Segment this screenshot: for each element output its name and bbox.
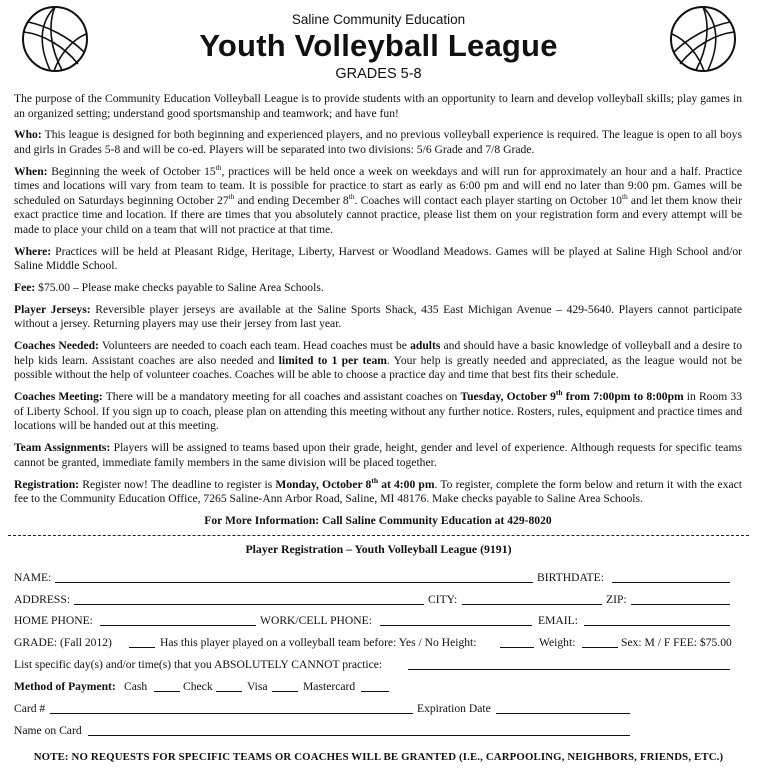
grades-subtitle: GRADES 5-8 (335, 66, 422, 82)
name-on-card-label: Name on Card (14, 724, 82, 737)
cash-label: Cash (124, 680, 148, 693)
jerseys-section: Player Jerseys: Reversible player jerseys are available at the Saline Sports Shack, 435 East Michigan Avenue – 429-5640. Players cannot participate without a jersey. Returning players may use their jersey from last year. (14, 302, 742, 331)
home-phone-field[interactable] (100, 625, 256, 626)
when-label: When: (14, 164, 48, 178)
grade-field[interactable] (129, 647, 155, 648)
address-field[interactable] (74, 604, 424, 605)
page-title: Youth Volleyball League (199, 28, 558, 63)
coaches-label: Coaches Needed: (14, 339, 99, 353)
flyer-body (14, 92, 742, 536)
visa-field[interactable] (272, 691, 298, 692)
home-phone-label: HOME PHONE: (14, 614, 93, 627)
email-field[interactable] (584, 625, 730, 626)
work-phone-label: WORK/CELL PHONE: (260, 614, 372, 627)
weight-label: Weight: (539, 636, 576, 649)
jerseys-label: Player Jerseys: (14, 302, 91, 316)
birthdate-field[interactable] (612, 582, 730, 583)
sex-fee-label: Sex: M / F FEE: $75.00 (621, 636, 732, 649)
name-on-card-field[interactable] (88, 735, 630, 736)
intro-paragraph: The purpose of the Community Education Volleyball League is to provide students with an opportunity to learn and develop volleyball skills; play games in an organized setting; understand good sportsmanship and teamwork; and have fun! (14, 92, 742, 120)
cash-field[interactable] (154, 691, 180, 692)
expiration-field[interactable] (496, 713, 630, 714)
cannot-practice-field[interactable] (408, 669, 730, 670)
name-field[interactable] (55, 582, 533, 583)
form-row-payment (14, 680, 744, 695)
more-info-line: For More Information: Call Saline Community Education at 429-8020 (204, 513, 552, 527)
who-label: Who: (14, 128, 42, 142)
zip-label: ZIP: (606, 593, 627, 606)
visa-label: Visa (247, 680, 268, 693)
height-field[interactable] (500, 647, 534, 648)
form-row-name-on-card (14, 724, 744, 739)
grade-label: GRADE: (Fall 2012) (14, 636, 112, 649)
email-label: EMAIL: (538, 614, 578, 627)
where-section: Where: Practices will be held at Pleasant Ridge, Heritage, Liberty, Harvest or Woodland Meadows. Games will be played at Saline High School and/or Saline Middle School. (14, 244, 742, 273)
who-section: Who: This league is designed for both beginning and experienced players, and no previous volleyball experience is required. The league is open to all boys and girls in Grades 5-8 and will be co-ed. Players will be separated into two divisions: 5/6 Grade and 7/8 Grade. (14, 128, 742, 156)
check-field[interactable] (216, 691, 242, 692)
footer-note: NOTE: NO REQUESTS FOR SPECIFIC TEAMS OR COACHES WILL BE GRANTED (I.E., CARPOOLING, NEIGHBORS, FRIENDS, ETC.) (33, 751, 724, 763)
teams-section: Team Assignments: Players will be assigned to teams based upon their grade, height, gender and level of experience. Although requests for specific teams cannot be granted, immediate family members in the same division will be placed together. (14, 441, 742, 469)
played-before-label: Has this player played on a volleyball team before: Yes / No Height: (160, 636, 477, 649)
weight-field[interactable] (582, 647, 618, 648)
meeting-section: Coaches Meeting: There will be a mandatory meeting for all coaches and assistant coaches on Tuesday, October 9th from 7:00pm to 8:00pm in Room 33 of Liberty School. If you sign up to coach, please plan on attending this meeting without any further notice. Rosters, rules, equipment and practice times and locations will be handed out at this meeting. (14, 388, 743, 433)
when-section: When: Beginning the week of October 15th, practices will be held once a week on weekdays and will run for approximately an hour and a half. Practice times and locations will vary from team to team. It is possible for practice to start as early as 6:00 pm and will end no later than 9:00 pm. Games will be scheduled on Saturdays beginning October 27th and ending December 8th. Coaches will contact each player starting on October 10th and let them know their exact practice time and location. If there are times that you absolutely cannot practice, please list them on your registration form and every attempt will be made to place your child on a team that will not practice at that time. (14, 162, 742, 236)
expiration-label: Expiration Date (417, 702, 491, 715)
mastercard-label: Mastercard (303, 680, 356, 693)
card-number-label: Card # (14, 702, 46, 715)
cannot-practice-label: List specific day(s) and/or time(s) that you ABSOLUTELY CANNOT practice: (14, 658, 383, 671)
organization-name: Saline Community Education (291, 12, 466, 27)
city-field[interactable] (462, 604, 602, 605)
fee-section: Fee: $75.00 – Please make checks payable to Saline Area Schools. (14, 281, 324, 295)
meeting-label: Coaches Meeting: (14, 390, 103, 404)
registration-label: Registration: (14, 477, 80, 491)
zip-field[interactable] (631, 604, 730, 605)
form-row-name (14, 571, 744, 586)
birthdate-label: BIRTHDATE: (537, 571, 604, 584)
work-phone-field[interactable] (380, 625, 532, 626)
city-label: CITY: (428, 593, 458, 606)
coaches-section: Coaches Needed: Volunteers are needed to coach each team. Head coaches must be adults and should have a basic knowledge of volleyball and a desire to help kids learn. Assistant coaches are also needed and limited to 1 per team. Your help is greatly needed and appreciated, as the league would not be possible without the help of volunteer coaches. Coaches will be able to choose a practice day and time that best fits their schedule. (14, 339, 743, 382)
form-row-grade (14, 636, 744, 651)
mastercard-field[interactable] (361, 691, 389, 692)
form-row-cannot-practice (14, 658, 744, 673)
form-row-phone (14, 614, 744, 629)
fee-label: Fee: (14, 281, 36, 295)
cut-line-divider (8, 535, 749, 536)
form-row-address (14, 593, 744, 608)
card-number-field[interactable] (50, 713, 413, 714)
name-label: NAME: (14, 571, 52, 584)
teams-label: Team Assignments: (14, 441, 111, 455)
check-label: Check (183, 680, 213, 693)
where-label: Where: (14, 244, 52, 258)
registration-section: Registration: Register now! The deadline to register is Monday, October 8th at 4:00 pm. To register, complete the form below and return it with the exact fee to the Community Education Office, 7265 Saline-Ann Arbor Road, Saline, MI 48176. Make checks payable to Saline Area Schools. (14, 475, 743, 506)
form-row-card (14, 702, 744, 717)
address-label: ADDRESS: (14, 593, 71, 606)
form-title: Player Registration – Youth Volleyball League (9191) (245, 542, 512, 556)
payment-method-label: Method of Payment: (14, 680, 116, 693)
